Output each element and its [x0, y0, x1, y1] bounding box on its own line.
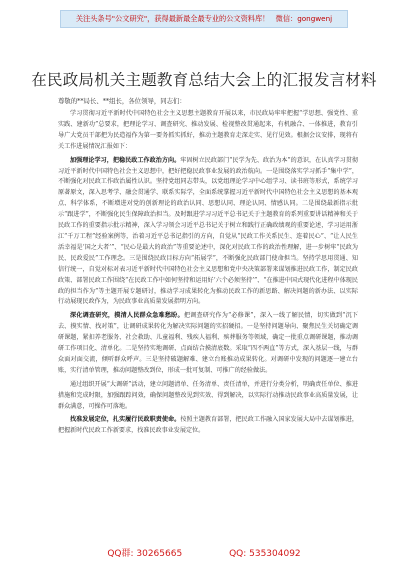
- paragraph-text: 把调查研究作为“必修课”，深入一线了解民情，切实做到“沉下去、摸实情、找对策”，让调研成果转化为解决实际问题的实招硬招。一是坚持问题导向、聚焦民生关切确定调研课题，紧扣养老服务、社会救助、儿童福利、残疾人福利、殡葬服务等领域，确定一批重点调研课题，推动调研工作项目化、清单化。二是坚持实地调研、点面结合摸清底数。采取“四不两直”等方式，深入基层一线，与群众面对面交流，倾听群众呼声。三是坚持破题解难、建立台账推动成果转化。对调研中发现的问题逐一建立台账，实行清单管理，推动问题整改到位，形成一批可复制、可推广的经验做法。: [58, 312, 358, 374]
- paragraph-lead: 深化调查研究，摸清人民群众急难愁盼。: [70, 312, 184, 320]
- paragraph: [58, 109, 358, 153]
- contact-footer: [0, 546, 408, 559]
- banner-text: 关注头条号"公文研究"，获得最新最全最专业的公文资料库！: [75, 14, 270, 23]
- paragraph: [58, 156, 358, 309]
- document-body: [58, 109, 358, 440]
- qq-group: QQ群: 30265665: [107, 549, 183, 559]
- paragraph-text: 通过组织开展“大调研”活动，建立问题清单、任务清单、责任清单，并进行分类分析，明确责任单位、推进措施和完成时限，加强跟踪问效，确保问题整改见到实效、得到解决，以实际行动推动民政事业高质量发展，让群众满意，可操作可落地。: [58, 380, 358, 410]
- greeting: 尊敬的**局长、**组长，各位领导，同志们：: [58, 97, 186, 105]
- promo-banner: [60, 10, 348, 28]
- paragraph-text: 学习贯彻习近平新时代中国特色社会主义思想主题教育开展以来，市民政局牢牢把握“学思想、强党性、重实践、建新功”总要求，把理论学习、调查研究、推动发展、检视整改贯通起来，有机融合、一体推进，教育引导广大党员干部把为民造福作为第一要务抓实抓好，推动主题教育走深走实、见行见效。根据会议安排，现将有关工作进展情况汇报如下：: [58, 110, 358, 150]
- paragraph-lead: 找准发展定位，扎实履行民政职责使命。: [70, 416, 181, 424]
- document-title: 在民政局机关主题教育总结大会上的汇报发言材料: [31, 71, 377, 89]
- paragraph: [58, 415, 358, 437]
- banner-wechat: 微信：gongwenj: [275, 14, 333, 23]
- paragraph-text: 按照主题教育部署，把民政工作融入国家发展大局中去谋划推进，把握新时代民政工作新要求，找准民政事业发展定位。: [58, 416, 359, 435]
- paragraph: [58, 311, 358, 376]
- qq-number: QQ: 535304092: [229, 549, 301, 559]
- paragraph-lead: 加强理论学习，把稳民政工作政治方向。: [70, 156, 181, 164]
- paragraph-text: 牢固树立民政部门“民学为先、政治为本”的意识，在认真学习贯彻习近平新时代中国特色社会主义思想中，把好把稳民政事业发展的政治航向。一是围绕落实学习抓手“集中学”，不断强化对民政工作政治属性认识。坚持党组同志带头，以党组理论学习中心组学习、读书班等形式，系统学习原著原文，深入思考学、融会贯通学、联系实际学，全面系统掌握习近平新时代中国特色社会主义思想的基本观点、科学体系，不断增进对党的创新理论的政治认同、思想认同、理论认同、情感认同。二是围绕最新指示批示“跟进学”，不断强化民生保障政治担当。及时跟进学习习近平总书记关于主题教育的系列重要讲话精神和关于民政工作的重要指示批示精神，深入学习领会习近平总书记关于树立和践行正确政绩观的重要论述，学习运用浙江“千万工程”经验案例等，治着习近平总书记指引的方向，自觉从“民政工作关系民生、连着民心”、“让人民生活幸福是‘国之大者’”、“民心是最大的政治”等重要论述中，深化对民政工作的政治性理解，进一步树牢“民政为民、民政爱民”工作理念。三是围绕民政目标方向“拓展学”，不断强化民政部门使命担当。坚持学思用贯通、知信行统一，自觉对标对表习近平新时代中国特色社会主义思想和党中央决策部署来谋划推进民政工作，制定民政政策、部署民政工作围绕“在民政工作中如何坚持和运用好‘六个必须坚持’”、“在推进中国式现代化进程中体现民政的担当作为”等主题开展专题研讨，推动学习成果转化为推动民政工作的新思路、解决问题的新办法、以实际行动展现民政作为，为民政事业高质量发展指明方向。: [58, 156, 359, 306]
- paragraph: [58, 380, 358, 413]
